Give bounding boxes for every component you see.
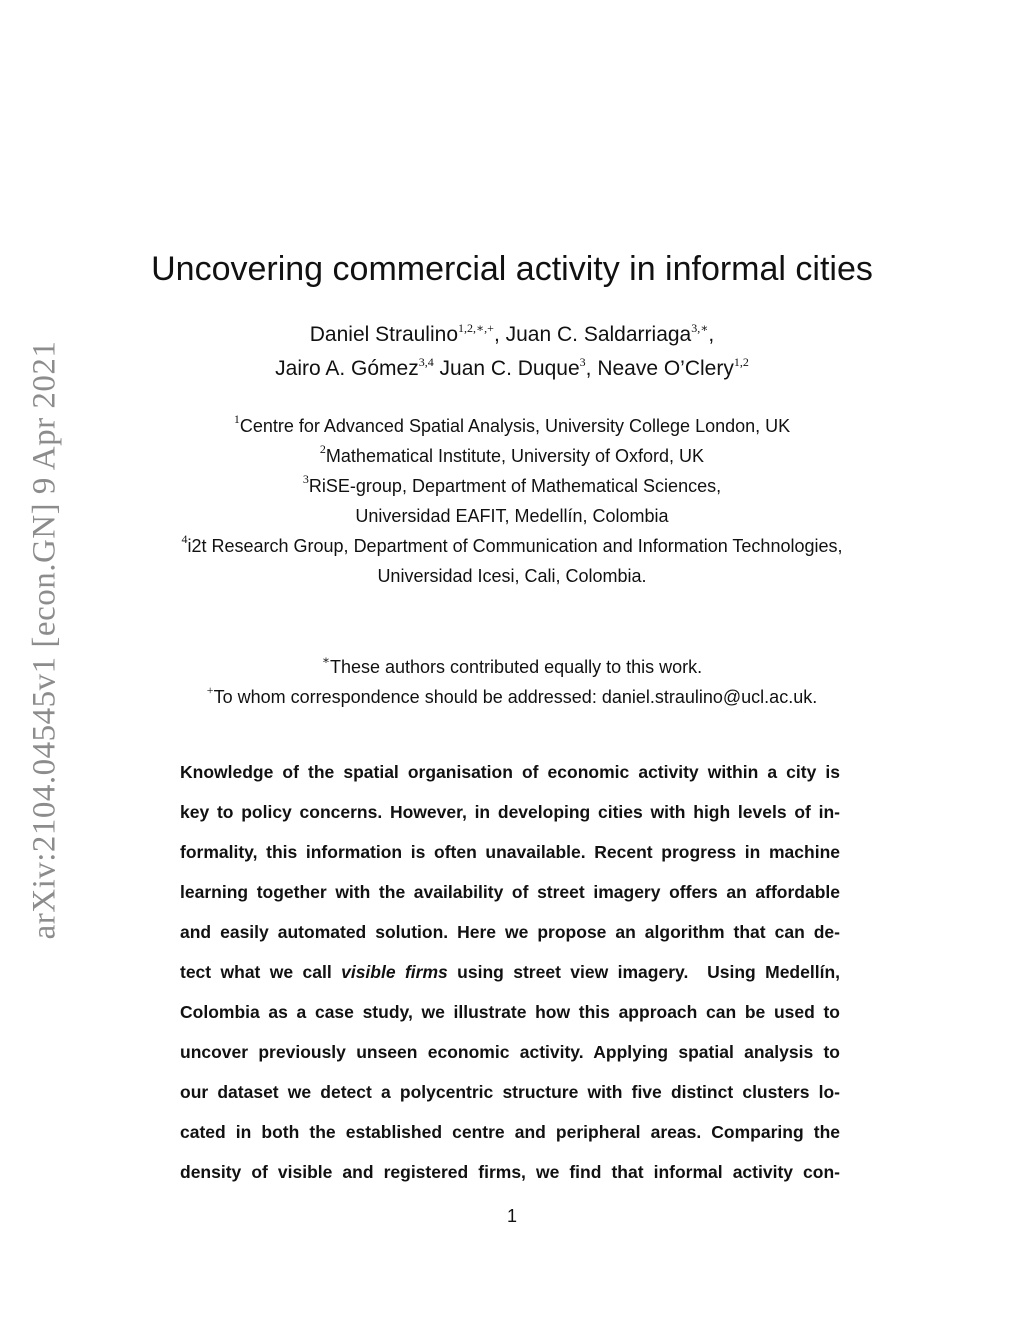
abstract-line: key to policy concerns. However, in developing cities with high levels of in- xyxy=(180,802,840,822)
abstract-line xyxy=(180,952,840,992)
affiliation-text: Universidad EAFIT, Medellín, Colombia xyxy=(355,506,669,526)
affiliation-line xyxy=(0,441,1024,471)
author-line-1 xyxy=(0,318,1024,352)
equal-contribution-note xyxy=(0,652,1024,682)
affiliation-marker: 3 xyxy=(302,472,309,486)
author-name: Neave O’Clery xyxy=(597,357,734,380)
abstract-line: learning together with the availability of street imagery offers an affordable xyxy=(180,882,840,902)
arxiv-id: arXiv:2104.04545v1 [econ.GN] 9 Apr 2021 xyxy=(26,340,63,940)
abstract-line: formality, this information is often unavailable. Recent progress in machine xyxy=(180,842,840,862)
paper-title: Uncovering commercial activity in informal cities xyxy=(151,250,873,288)
abstract-line: our dataset we detect a polycentric structure with five distinct clusters lo- xyxy=(180,1082,840,1102)
author-affil-marker: 3 xyxy=(579,355,586,369)
affiliation-line xyxy=(0,501,1024,531)
affiliation-line xyxy=(0,411,1024,441)
author-name: Juan C. Saldarriaga xyxy=(505,323,692,346)
abstract-line: Knowledge of the spatial organisation of economic activity within a city is xyxy=(180,762,840,782)
affiliation-marker: 1 xyxy=(233,412,240,426)
author-list xyxy=(0,318,1024,386)
author-notes xyxy=(0,652,1024,712)
author-name: Jairo A. Gómez xyxy=(275,357,419,380)
author-name: Daniel Straulino xyxy=(309,323,459,346)
note-text: To whom correspondence should be addressed: daniel.straulino@ucl.ac.uk. xyxy=(213,687,818,707)
author-name: Juan C. Duque xyxy=(439,357,580,380)
author-affil-marker: 3,∗ xyxy=(691,321,709,335)
affiliation-text: RiSE-group, Department of Mathematical Sciences, xyxy=(308,476,722,496)
abstract-line: uncover previously unseen economic activity. Applying spatial analysis to xyxy=(180,1042,840,1062)
affiliation-text: i2t Research Group, Department of Communication and Information Technologies, xyxy=(187,536,843,556)
affiliation-text: Universidad Icesi, Cali, Colombia. xyxy=(377,566,647,586)
author-separator: , xyxy=(708,323,715,346)
note-marker: + xyxy=(206,683,214,697)
author-line-2 xyxy=(0,352,1024,386)
affiliation-line xyxy=(0,471,1024,501)
affiliation-marker: 4 xyxy=(181,532,188,546)
abstract-emphasis: visible firms xyxy=(341,962,448,982)
author-affil-marker: 1,2 xyxy=(733,355,749,369)
abstract xyxy=(180,752,840,1192)
abstract-line: and easily automated solution. Here we propose an algorithm that can de- xyxy=(180,922,840,942)
author-affil-marker: 3,4 xyxy=(418,355,434,369)
abstract-line: Colombia as a case study, we illustrate how this approach can be used to xyxy=(180,1002,840,1022)
affiliation-marker: 2 xyxy=(319,442,326,456)
correspondence-note xyxy=(0,682,1024,712)
note-text: These authors contributed equally to this work. xyxy=(329,657,703,677)
author-separator: , xyxy=(585,357,598,380)
abstract-text: using street view imagery. Using Medellín, xyxy=(447,962,840,982)
affiliation-text: Mathematical Institute, University of Oxford, UK xyxy=(325,446,705,466)
abstract-text: tect what we call xyxy=(180,962,342,982)
affiliation-line xyxy=(0,531,1024,561)
affiliation-text: Centre for Advanced Spatial Analysis, University College London, UK xyxy=(239,416,791,436)
affiliation-list xyxy=(0,411,1024,591)
abstract-line: cated in both the established centre and peripheral areas. Comparing the xyxy=(180,1122,840,1142)
note-marker: ∗ xyxy=(321,653,330,667)
abstract-line: density of visible and registered firms, we find that informal activity con- xyxy=(180,1162,840,1182)
page-number: 1 xyxy=(506,1206,517,1226)
affiliation-line xyxy=(0,561,1024,591)
author-separator: , xyxy=(493,323,506,346)
author-affil-marker: 1,2,∗,+ xyxy=(458,321,494,335)
